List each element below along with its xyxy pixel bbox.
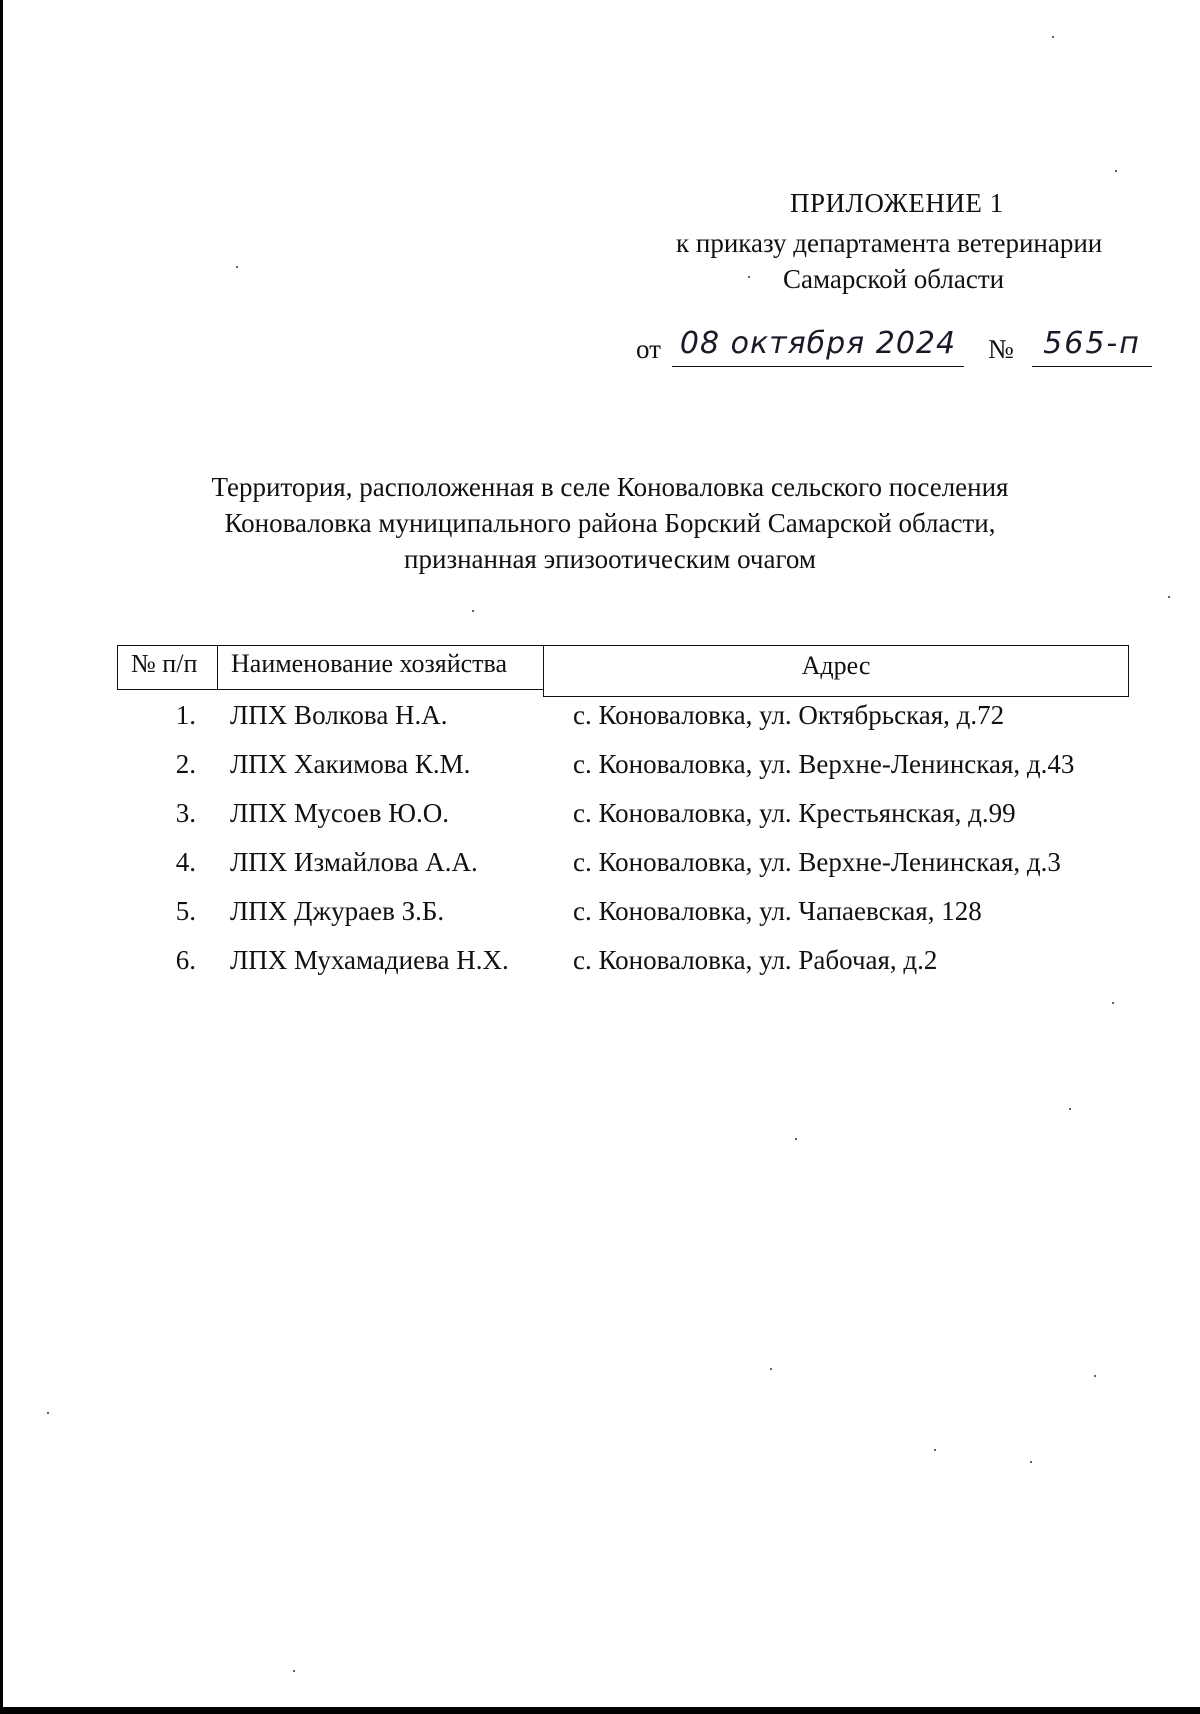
appendix-title: ПРИЛОЖЕНИЕ 1	[790, 188, 1004, 218]
row-farm-name: ЛПХ Волкова Н.А.	[230, 700, 448, 730]
row-farm-name: ЛПХ Хакимова К.М.	[230, 749, 471, 779]
scan-speck	[1094, 1375, 1096, 1377]
table-row	[0, 847, 1200, 891]
scan-speck	[795, 1138, 797, 1140]
row-address: с. Коноваловка, ул. Верхне-Ленинская, д.43	[573, 749, 1075, 779]
scan-speck	[472, 610, 474, 612]
scan-speck	[770, 1368, 772, 1370]
row-number: 1.	[175, 700, 196, 730]
row-farm-name: ЛПХ Джураев З.Б.	[230, 896, 445, 926]
table-row	[0, 945, 1200, 989]
row-address: с. Коноваловка, ул. Рабочая, д.2	[573, 945, 938, 975]
scan-speck	[293, 1670, 295, 1672]
row-number: 2.	[175, 749, 196, 779]
row-address: с. Коноваловка, ул. Крестьянская, д.99	[573, 798, 1016, 828]
table-row	[0, 798, 1200, 842]
row-number: 3.	[175, 798, 196, 828]
scan-speck	[934, 1449, 936, 1451]
scan-speck	[1168, 596, 1170, 598]
column-header-number: № п/п	[117, 645, 218, 690]
order-date-handwritten: 08 октября 2024	[672, 326, 964, 367]
row-address: с. Коноваловка, ул. Верхне-Ленинская, д.3	[573, 847, 1061, 877]
order-number-sign: №	[988, 334, 1014, 364]
scan-speck	[1052, 36, 1054, 38]
document-heading-line-2: Коноваловка муниципального района Борский Самарской области,	[224, 508, 996, 538]
table-row	[0, 896, 1200, 940]
column-header-address: Адрес	[543, 645, 1129, 697]
order-date-prefix: от	[636, 334, 661, 364]
table-header	[117, 645, 1129, 697]
appendix-subtitle-line-1: к приказу департамента ветеринарии	[676, 228, 1103, 258]
scan-edge-bottom	[0, 1707, 1200, 1714]
scan-speck	[1069, 1108, 1071, 1110]
row-number: 6.	[175, 945, 196, 975]
scan-speck	[47, 1412, 49, 1414]
table-row	[0, 700, 1200, 744]
scan-speck	[748, 276, 750, 278]
table-row	[0, 749, 1200, 793]
scan-speck	[1115, 170, 1117, 172]
row-address: с. Коноваловка, ул. Чапаевская, 128	[573, 896, 982, 926]
row-number: 5.	[175, 896, 196, 926]
row-farm-name: ЛПХ Измайлова А.А.	[230, 847, 478, 877]
document-heading-line-3: признанная эпизоотическим очагом	[404, 544, 816, 574]
row-address: с. Коноваловка, ул. Октябрьская, д.72	[573, 700, 1005, 730]
row-farm-name: ЛПХ Мусоев Ю.О.	[230, 798, 449, 828]
row-farm-name: ЛПХ Мухамадиева Н.Х.	[230, 945, 509, 975]
column-header-farm-name: Наименование хозяйства	[217, 645, 544, 690]
document-heading-line-1: Территория, расположенная в селе Коноваловка сельского поселения	[211, 472, 1009, 502]
appendix-subtitle-line-2: Самарской области	[783, 264, 1005, 294]
scan-speck	[236, 266, 238, 268]
scan-speck	[1112, 1002, 1114, 1004]
order-number-handwritten: 565-п	[1032, 326, 1152, 367]
scan-speck	[1030, 1461, 1032, 1463]
row-number: 4.	[175, 847, 196, 877]
